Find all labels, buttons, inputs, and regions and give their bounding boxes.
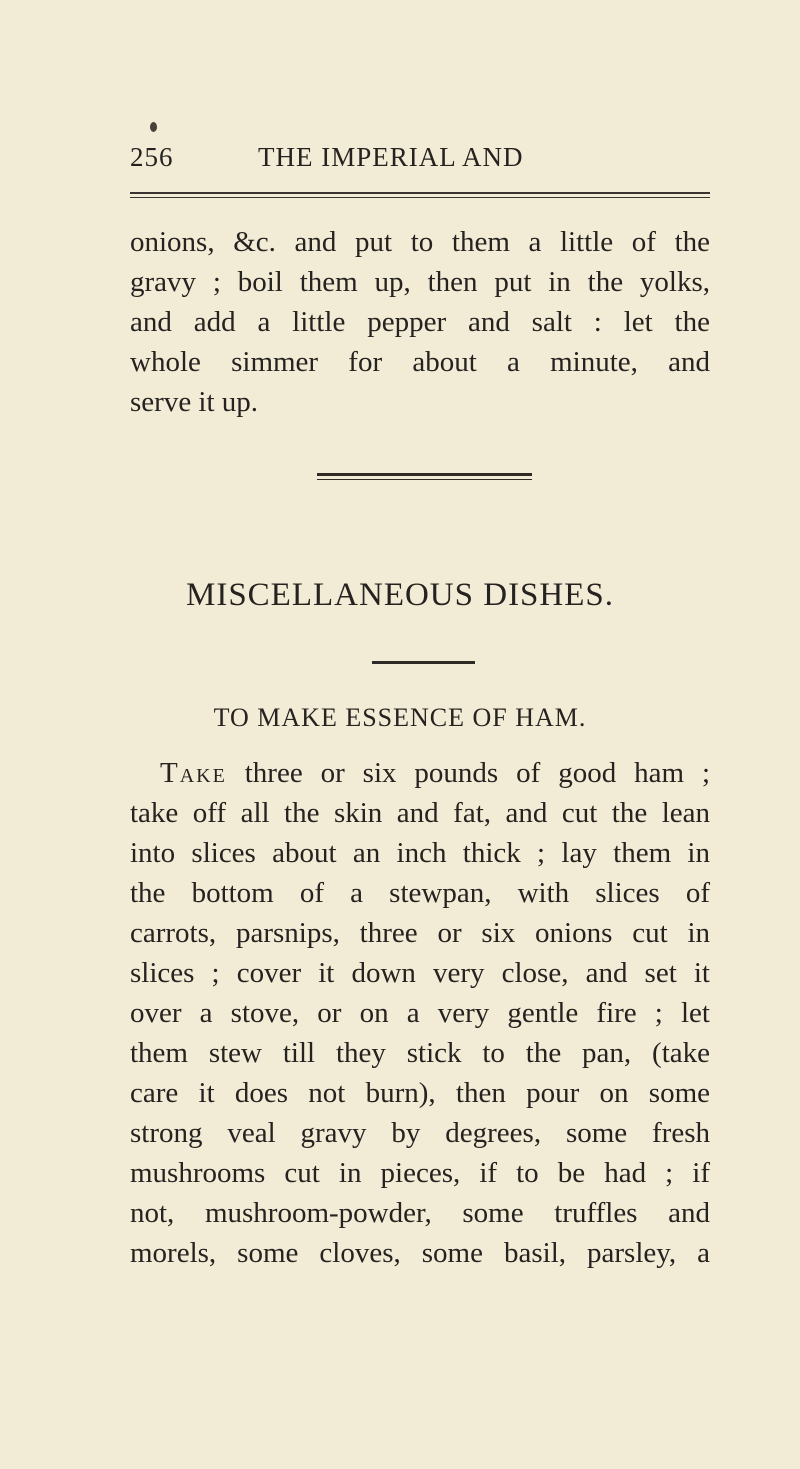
text-line: and add a little pepper and salt : let the — [130, 306, 710, 338]
text-line: gravy ; boil them up, then put in the yolks, — [130, 266, 710, 298]
text-line: carrots, parsnips, three or six onions cut in — [130, 917, 710, 949]
text-line: not, mushroom-powder, some truffles and — [130, 1197, 710, 1229]
paragraph-continued — [130, 222, 710, 422]
section-heading: MISCELLANEOUS DISHES. — [185, 577, 615, 613]
text-line: over a stove, or on a very gentle fire ; let — [130, 997, 710, 1029]
ink-speck — [150, 122, 157, 132]
text-line: care it does not burn), then pour on some — [130, 1077, 710, 1109]
text-line: whole simmer for about a minute, and — [130, 346, 710, 378]
text-line-first — [130, 753, 710, 793]
page-number: 256 — [130, 142, 174, 172]
text-line: morels, some cloves, some basil, parsley, a — [130, 1237, 710, 1269]
text-line: onions, &c. and put to them a little of the — [130, 226, 710, 258]
recipe-title: TO MAKE ESSENCE OF HAM. — [213, 703, 587, 732]
text-line: into slices about an inch thick ; lay them in — [130, 837, 710, 869]
header-rule — [130, 192, 710, 199]
first-line-rest: three or six pounds of good ham ; — [226, 757, 710, 789]
text-line: take off all the skin and fat, and cut the lean — [130, 797, 710, 829]
text-line: strong veal gravy by degrees, some fresh — [130, 1117, 710, 1149]
section-divider-rule — [317, 473, 532, 481]
text-line: the bottom of a stewpan, with slices of — [130, 877, 710, 909]
text-line: mushrooms cut in pieces, if to be had ; if — [130, 1157, 710, 1189]
running-head: THE IMPERIAL AND — [258, 142, 524, 172]
text-line: serve it up. — [130, 386, 259, 418]
text-line: slices ; cover it down very close, and set it — [130, 957, 710, 989]
text-line: them stew till they stick to the pan, (take — [130, 1037, 710, 1069]
heading-rule — [372, 661, 475, 664]
recipe-paragraph — [130, 753, 710, 1273]
lead-word: Take — [160, 757, 227, 789]
